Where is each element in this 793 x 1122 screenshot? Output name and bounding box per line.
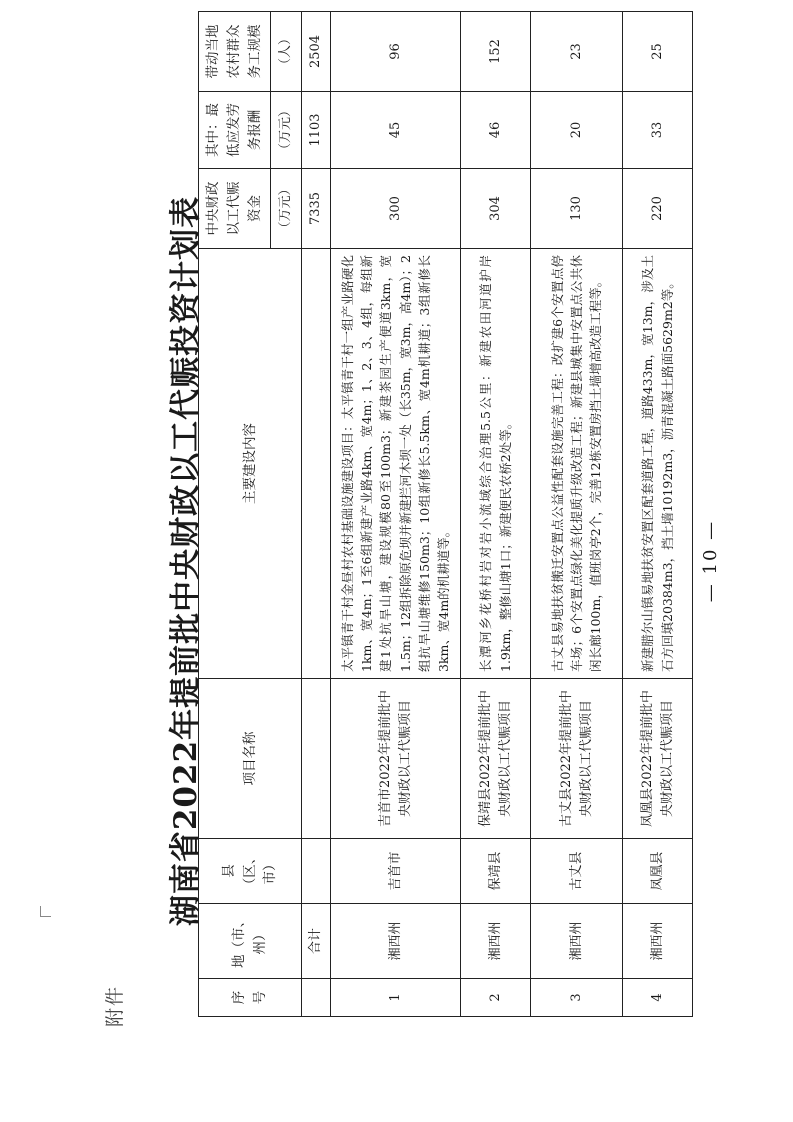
row-central-funds: 130 [531,169,623,249]
table-row [331,12,461,1017]
row-prefecture: 湘西州 [331,904,461,979]
row-project-name: 保靖县2022年提前批中央财政以工代赈项目 [461,679,531,839]
row-labor-jobs: 25 [623,12,693,92]
row-seq: 1 [331,979,461,1017]
row-project-name: 凤凰县2022年提前批中央财政以工代赈项目 [623,679,693,839]
total-labor-jobs: 2504 [302,12,331,92]
attachment-label: 附件 [104,984,126,1027]
header-main-content: 主要建设内容 [199,249,302,679]
row-min-labor-pay: 46 [461,92,531,169]
total-label: 合计 [302,904,331,979]
row-seq: 4 [623,979,693,1017]
header-seq: 序号 [199,979,302,1017]
header-central-funds: 中央财政以工代赈资金 [199,169,271,249]
unit-min-labor-pay: （万元） [271,92,302,169]
header-row [199,12,271,1017]
total-content-cell [302,249,331,679]
row-project-name: 吉首市2022年提前批中央财政以工代赈项目 [331,679,461,839]
row-main-content: 长潭河乡花桥村岩对岩小流域综合治理5.5公里：新建农田河道护岸1.9km，整修山塘1口；新建便民农桥2处等。 [461,249,531,679]
row-prefecture: 湘西州 [623,904,693,979]
row-min-labor-pay: 33 [623,92,693,169]
header-project-name: 项目名称 [199,679,302,839]
page-number: — 10 — [700,519,721,603]
table-row [623,12,693,1017]
header-prefecture: 地（市、州） [199,904,302,979]
document-title: 湖南省2022年提前批中央财政以工代赈投资计划表 [168,195,204,927]
table-row [461,12,531,1017]
row-seq: 3 [531,979,623,1017]
unit-central-funds: （万元） [271,169,302,249]
total-county-cell [302,839,331,904]
total-seq-cell [302,979,331,1017]
header-min-labor-pay: 其中：最低应发劳务报酬 [199,92,271,169]
header-labor-jobs: 带动当地农村群众务工规模 [199,12,271,92]
total-row [302,12,331,1017]
row-county: 保靖县 [461,839,531,904]
row-central-funds: 220 [623,169,693,249]
row-central-funds: 300 [331,169,461,249]
row-county: 吉首市 [331,839,461,904]
row-county: 凤凰县 [623,839,693,904]
row-central-funds: 304 [461,169,531,249]
investment-plan-table [198,11,693,1017]
table-row [531,12,623,1017]
row-min-labor-pay: 20 [531,92,623,169]
row-prefecture: 湘西州 [531,904,623,979]
row-labor-jobs: 23 [531,12,623,92]
row-labor-jobs: 96 [331,12,461,92]
header-county: 县（区、市） [199,839,302,904]
scan-mark [40,906,51,917]
total-min-labor-pay: 1103 [302,92,331,169]
row-labor-jobs: 152 [461,12,531,92]
total-project-cell [302,679,331,839]
row-project-name: 古丈县2022年提前批中央财政以工代赈项目 [531,679,623,839]
row-main-content: 新建腊尔山镇易地扶贫安置区配套道路工程，道路433m，宽13m，涉及土石方回填20384m3，挡土墙10192m3，沥青混凝土路面5629m2等。 [623,249,693,679]
row-prefecture: 湘西州 [461,904,531,979]
row-seq: 2 [461,979,531,1017]
row-main-content: 古丈县易地扶贫搬迁安置点公益性配套设施完善工程：改扩建6个安置点停车场；6个安置点绿化美化提质升级改造工程；新建县城集中安置点公共休闲长廊100m，值班岗亭2个，完善12栋安置房挡土墙增高改造工程等。 [531,249,623,679]
unit-labor-jobs: （人） [271,12,302,92]
row-county: 古丈县 [531,839,623,904]
row-main-content: 太平镇青干村金昼村农村基础设施建设项目：太平镇青干村一组产业路硬化1km、宽4m；1至6组新建产业路4km、宽4m；1、2、3、4组，每组新建1处抗旱山塘，建设规模80至100m3；新建茶园生产便道3km，宽1.5m；12组拆除原危坝并新建拦河木坝一处（长35m，宽3m，高4m）；2组抗旱山塘维修150m3；10组新修长5.5km、宽4m机耕道；3组新修长3km、宽4m的机耕道等。 [331,249,461,679]
total-central-funds: 7335 [302,169,331,249]
row-min-labor-pay: 45 [331,92,461,169]
